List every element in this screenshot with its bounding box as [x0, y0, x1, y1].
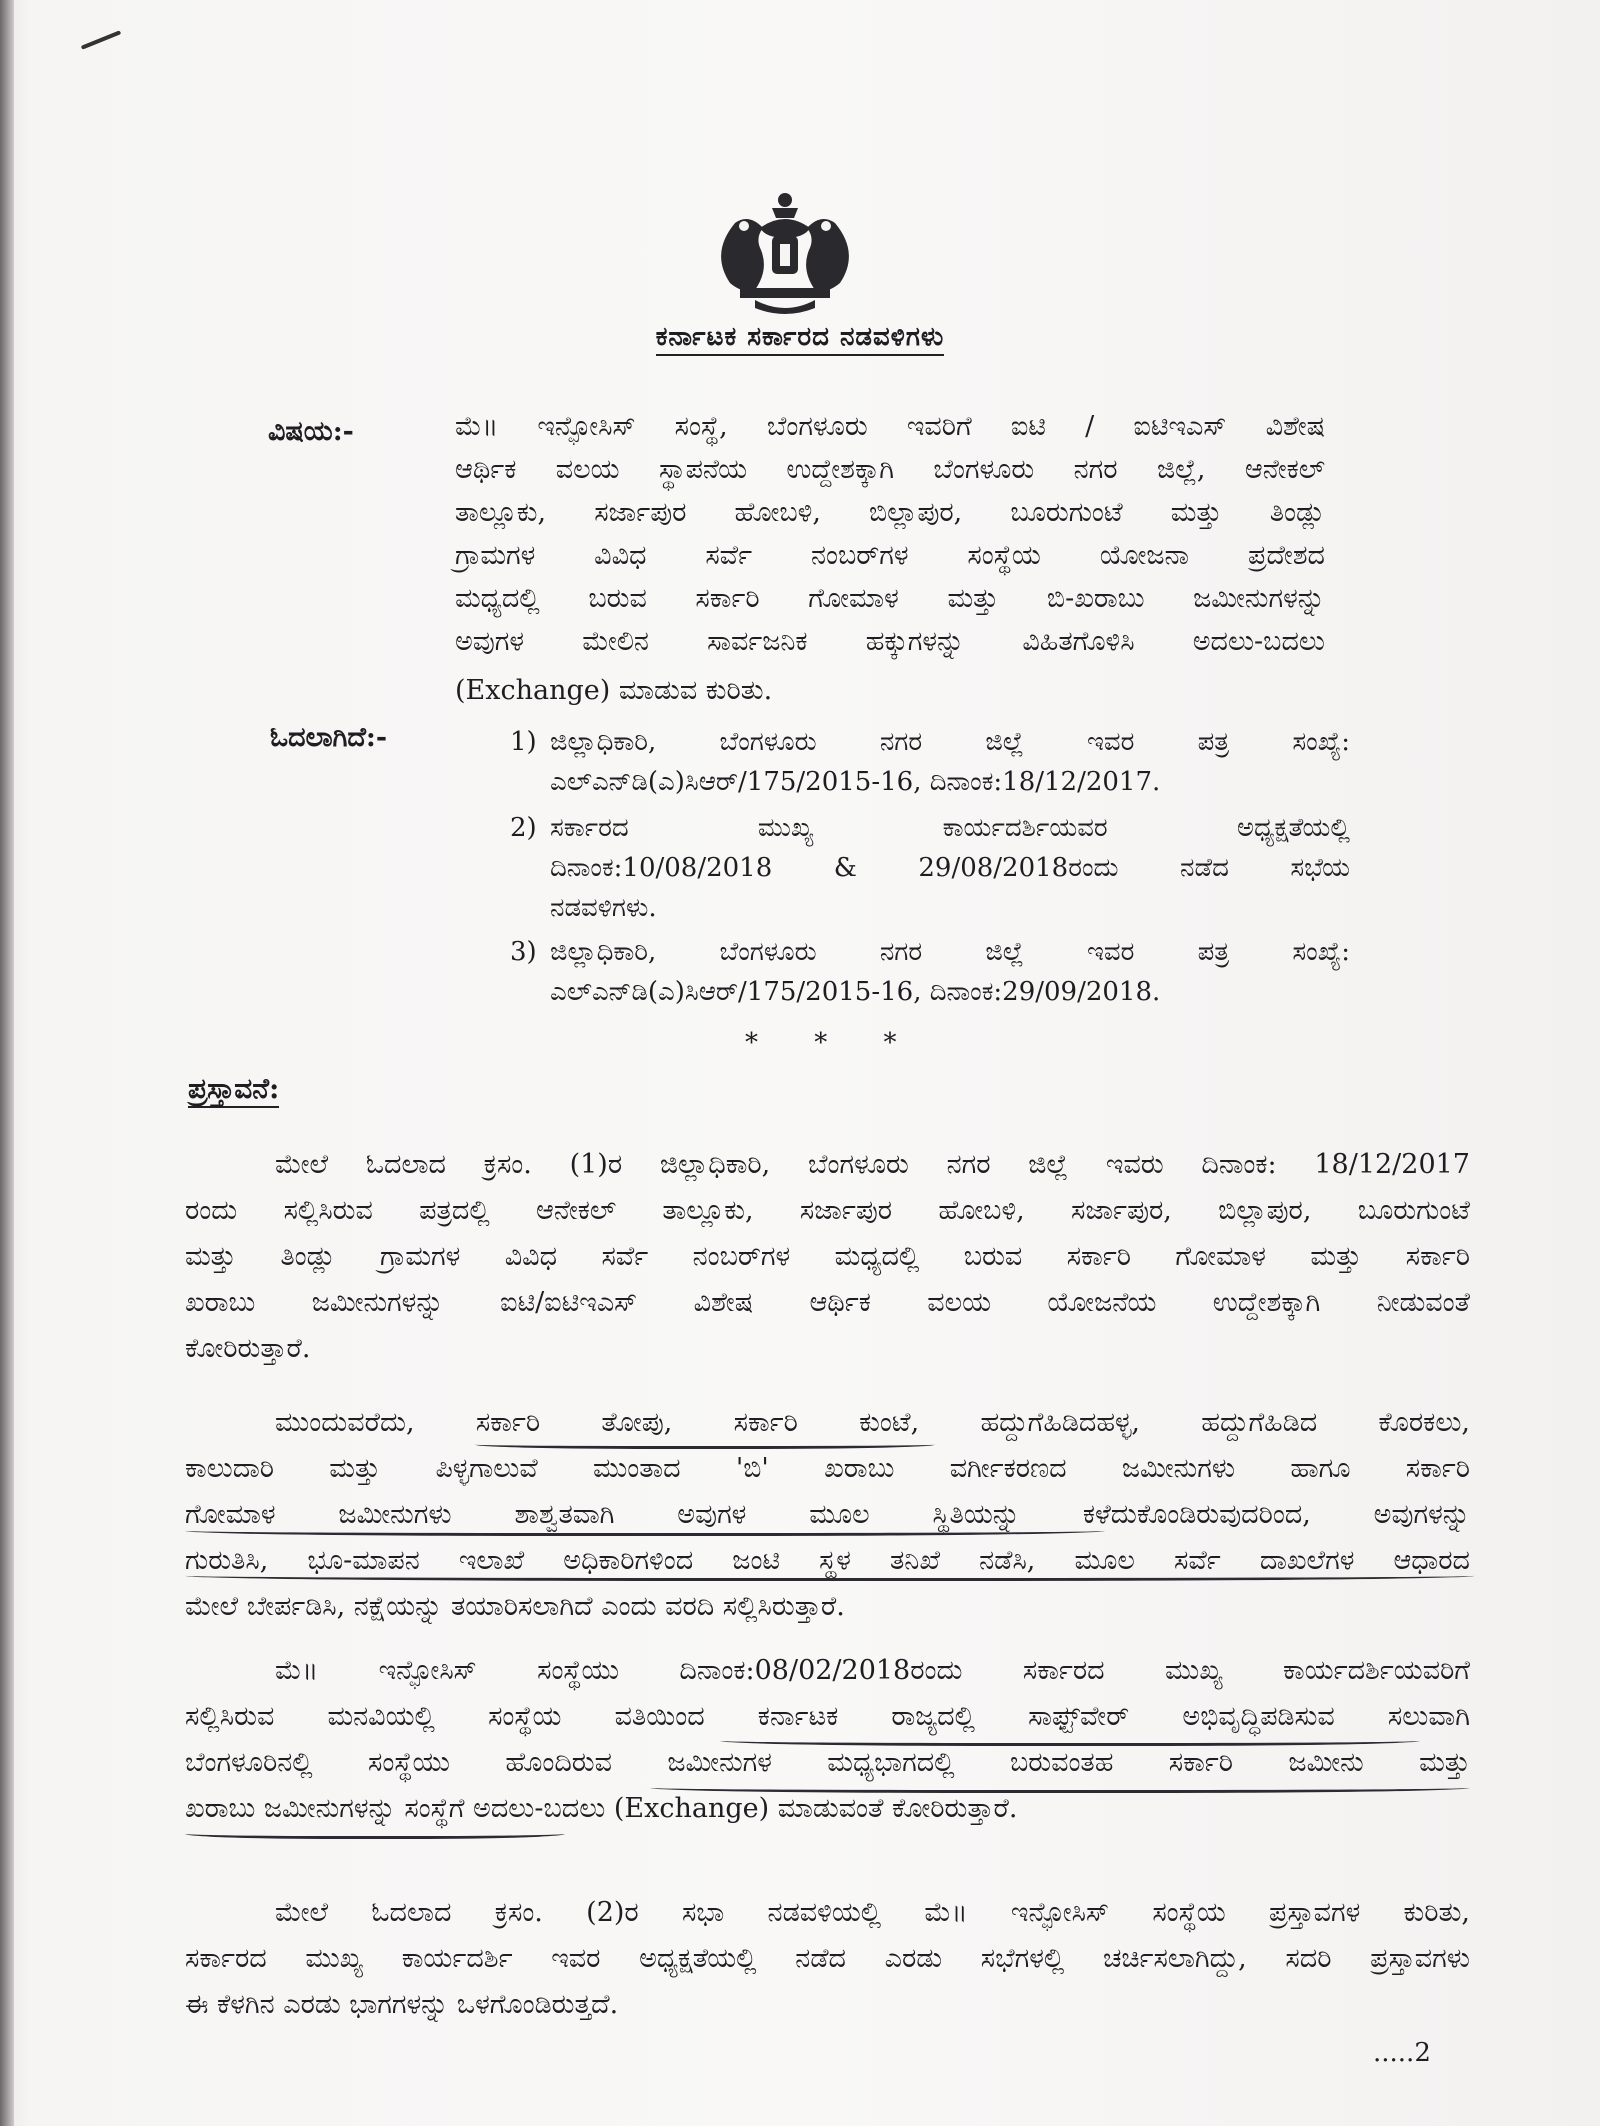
paragraph-line: ಮತ್ತು ತಿಂಡ್ಲು ಗ್ರಾಮಗಳ ವಿವಿಧ ಸರ್ವೆ ನಂಬರ್‌ಗಳ ಮಧ್ಯದಲ್ಲಿ ಬರುವ ಸರ್ಕಾರಿ ಗೋಮಾಳ ಮತ್ತು ಸರ್ಕಾರಿ: [185, 1241, 1470, 1272]
separator-stars: * * *: [745, 1028, 921, 1058]
subject-line: ಮಧ್ಯದಲ್ಲಿ ಬರುವ ಸರ್ಕಾರಿ ಗೋಮಾಳ ಮತ್ತು ಬಿ-ಖರಾಬು ಜಮೀನುಗಳನ್ನು: [455, 583, 1325, 614]
page-continuation: .....2: [1373, 2038, 1431, 2068]
handwritten-underline: [185, 1568, 1475, 1581]
reference-line: ಜಿಲ್ಲಾಧಿಕಾರಿ, ಬೆಂಗಳೂರು ನಗರ ಜಿಲ್ಲೆ ಇವರ ಪತ್ರ ಸಂಖ್ಯೆ:: [550, 727, 1350, 757]
preamble-paragraph: [185, 1890, 1470, 2028]
reference-line: ನಡವಳಿಗಳು.: [550, 893, 657, 923]
paragraph-line: ಮುಂದುವರೆದು, ಸರ್ಕಾರಿ ತೋಪು, ಸರ್ಕಾರಿ ಕುಂಟೆ, ಹದ್ದುಗೆಹಿಡಿದಹಳ್ಳ, ಹದ್ದುಗೆಹಿಡಿದ ಕೊರಕಲು,: [275, 1407, 1470, 1438]
subject-line: (Exchange) ಮಾಡುವ ಕುರಿತು.: [455, 675, 773, 706]
paragraph-line: ಖರಾಬು ಜಮೀನುಗಳನ್ನು ಐಟಿ/ಐಟಿಇಎಸ್ ವಿಶೇಷ ಆರ್ಥಿಕ ವಲಯ ಯೋಜನೆಯ ಉದ್ದೇಶಕ್ಕಾಗಿ ನೀಡುವಂತೆ: [185, 1287, 1470, 1318]
reference-number: 2): [510, 813, 537, 843]
handwritten-underline: [185, 1523, 1105, 1536]
preamble-title: ಪ್ರಸ್ತಾವನೆ:: [188, 1072, 279, 1108]
subject-line: ಮೆ॥ ಇನ್ಫೋಸಿಸ್ ಸಂಸ್ಥೆ, ಬೆಂಗಳೂರು ಇವರಿಗೆ ಐಟಿ / ಐಟಿಇಎಸ್ ವಿಶೇಷ: [455, 411, 1325, 442]
handwritten-underline: [475, 1438, 935, 1449]
document-title-text: ಕರ್ನಾಟಕ ಸರ್ಕಾರದ ನಡವಳಿಗಳು: [656, 322, 945, 356]
handwritten-underline: [720, 1733, 1420, 1746]
subject-line: ಅವುಗಳ ಮೇಲಿನ ಸಾರ್ವಜನಿಕ ಹಕ್ಕುಗಳನ್ನು ವಿಹಿತಗೊಳಿಸಿ ಅದಲು-ಬದಲು: [455, 626, 1325, 657]
handwritten-underline: [650, 1780, 1470, 1793]
paragraph-line: ಮೇಲೆ ಬೇರ್ಪಡಿಸಿ, ನಕ್ಷೆಯನ್ನು ತಯಾರಿಸಲಾಗಿದೆ ಎಂದು ವರದಿ ಸಲ್ಲಿಸಿರುತ್ತಾರೆ.: [185, 1591, 845, 1622]
subject-text: [455, 405, 1325, 712]
paragraph-line: ಖರಾಬು ಜಮೀನುಗಳನ್ನು ಸಂಸ್ಥೆಗೆ ಅದಲು-ಬದಲು (Exchange) ಮಾಡುವಂತೆ ಕೋರಿರುತ್ತಾರೆ.: [185, 1793, 1018, 1824]
subject-line: ತಾಲ್ಲೂಕು, ಸರ್ಜಾಪುರ ಹೋಬಳಿ, ಬಿಲ್ಲಾಪುರ, ಬೂರುಗುಂಟೆ ಮತ್ತು ತಿಂಡ್ಲು: [455, 497, 1325, 528]
paragraph-line: ಗುರುತಿಸಿ, ಭೂ-ಮಾಪನ ಇಲಾಖೆ ಅಧಿಕಾರಿಗಳಿಂದ ಜಂಟಿ ಸ್ಥಳ ತನಿಖೆ ನಡೆಸಿ, ಮೂಲ ಸರ್ವೆ ದಾಖಲೆಗಳ ಆಧಾರದ: [185, 1545, 1470, 1576]
paragraph-line: ರಂದು ಸಲ್ಲಿಸಿರುವ ಪತ್ರದಲ್ಲಿ ಆನೇಕಲ್ ತಾಲ್ಲೂಕು, ಸರ್ಜಾಪುರ ಹೋಬಳಿ, ಸರ್ಜಾಪುರ, ಬಿಲ್ಲಾಪುರ, ಬೂರುಗುಂಟೆ: [185, 1195, 1470, 1226]
paragraph-line: ಸರ್ಕಾರದ ಮುಖ್ಯ ಕಾರ್ಯದರ್ಶಿ ಇವರ ಅಧ್ಯಕ್ಷತೆಯಲ್ಲಿ ನಡೆದ ಎರಡು ಸಭೆಗಳಲ್ಲಿ ಚರ್ಚಿಸಲಾಗಿದ್ದು, ಸದರಿ ಪ್ರಸ್ತಾವಗಳು: [185, 1943, 1470, 1974]
paragraph-line: ಗೋಮಾಳ ಜಮೀನುಗಳು ಶಾಶ್ವತವಾಗಿ ಅವುಗಳ ಮೂಲ ಸ್ಥಿತಿಯನ್ನು ಕಳೆದುಕೊಂಡಿರುವುದರಿಂದ, ಅವುಗಳನ್ನು: [185, 1499, 1470, 1530]
paragraph-line: ಈ ಕೆಳಗಿನ ಎರಡು ಭಾಗಗಳನ್ನು ಒಳಗೊಂಡಿರುತ್ತದೆ.: [185, 1989, 619, 2020]
reference-line: ದಿನಾಂಕ:10/08/2018 & 29/08/2018ರಂದು ನಡೆದ ಸಭೆಯ: [550, 853, 1350, 883]
reference-line: ಎಲ್ಎನ್‌ಡಿ(ಎ)ಸಿಆರ್/175/2015-16, ದಿನಾಂಕ:29/09/2018.: [550, 977, 1161, 1007]
paragraph-line: ಮೇಲೆ ಓದಲಾದ ಕ್ರಸಂ. (1)ರ ಜಿಲ್ಲಾಧಿಕಾರಿ, ಬೆಂಗಳೂರು ನಗರ ಜಿಲ್ಲೆ ಇವರು ದಿನಾಂಕ: 18/12/2017: [275, 1149, 1470, 1180]
reference-number: 1): [510, 727, 537, 757]
reference-number: 3): [510, 937, 537, 967]
reference-line: ಎಲ್ಎನ್‌ಡಿ(ಎ)ಸಿಆರ್/175/2015-16, ದಿನಾಂಕ:18/12/2017.: [550, 767, 1161, 797]
pen-mark: [81, 30, 121, 49]
preamble-paragraph: [185, 1142, 1470, 1372]
document-title: [0, 322, 1600, 353]
subject-line: ಗ್ರಾಮಗಳ ವಿವಿಧ ಸರ್ವೆ ನಂಬರ್‌ಗಳ ಸಂಸ್ಥೆಯ ಯೋಜನಾ ಪ್ರದೇಶದ: [455, 540, 1325, 571]
page-shadow-edge: [0, 0, 14, 2126]
handwritten-underline: [185, 1826, 565, 1839]
references-label: ಓದಲಾಗಿದೆ:-: [270, 722, 388, 753]
reference-line: ಜಿಲ್ಲಾಧಿಕಾರಿ, ಬೆಂಗಳೂರು ನಗರ ಜಿಲ್ಲೆ ಇವರ ಪತ್ರ ಸಂಖ್ಯೆ:: [550, 937, 1350, 967]
paragraph-line: ಕೋರಿರುತ್ತಾರೆ.: [185, 1333, 311, 1364]
paragraph-line: ಮೇಲೆ ಓದಲಾದ ಕ್ರಸಂ. (2)ರ ಸಭಾ ನಡವಳಿಯಲ್ಲಿ ಮೆ॥ ಇನ್ಫೋಸಿಸ್ ಸಂಸ್ಥೆಯ ಪ್ರಸ್ತಾವಗಳ ಕುರಿತು,: [275, 1897, 1470, 1928]
paragraph-line: ಸಲ್ಲಿಸಿರುವ ಮನವಿಯಲ್ಲಿ ಸಂಸ್ಥೆಯ ವತಿಯಿಂದ ಕರ್ನಾಟಕ ರಾಜ್ಯದಲ್ಲಿ ಸಾಫ್ಟ್‌ವೇರ್ ಅಭಿವೃದ್ಧಿಪಡಿಸುವ ಸಲುವಾಗಿ: [185, 1701, 1470, 1732]
paragraph-line: ಕಾಲುದಾರಿ ಮತ್ತು ಪಿಳ್ಳಗಾಲುವೆ ಮುಂತಾದ 'ಬಿ' ಖರಾಬು ವರ್ಗೀಕರಣದ ಜಮೀನುಗಳು ಹಾಗೂ ಸರ್ಕಾರಿ: [185, 1453, 1470, 1484]
subject-line: ಆರ್ಥಿಕ ವಲಯ ಸ್ಥಾಪನೆಯ ಉದ್ದೇಶಕ್ಕಾಗಿ ಬೆಂಗಳೂರು ನಗರ ಜಿಲ್ಲೆ, ಆನೇಕಲ್: [455, 454, 1325, 485]
subject-label: ವಿಷಯ:-: [268, 416, 354, 447]
reference-line: ಸರ್ಕಾರದ ಮುಖ್ಯ ಕಾರ್ಯದರ್ಶಿಯವರ ಅಧ್ಯಕ್ಷತೆಯಲ್ಲಿ: [550, 813, 1350, 843]
preamble-paragraph: [185, 1400, 1470, 1630]
government-emblem-icon: [700, 188, 870, 318]
paragraph-line: ಮೆ॥ ಇನ್ಫೋಸಿಸ್ ಸಂಸ್ಥೆಯು ದಿನಾಂಕ:08/02/2018ರಂದು ಸರ್ಕಾರದ ಮುಖ್ಯ ಕಾರ್ಯದರ್ಶಿಯವರಿಗೆ: [275, 1655, 1470, 1686]
paragraph-line: ಬೆಂಗಳೂರಿನಲ್ಲಿ ಸಂಸ್ಥೆಯು ಹೊಂದಿರುವ ಜಮೀನುಗಳ ಮಧ್ಯಭಾಗದಲ್ಲಿ ಬರುವಂತಹ ಸರ್ಕಾರಿ ಜಮೀನು ಮತ್ತು: [185, 1747, 1470, 1778]
